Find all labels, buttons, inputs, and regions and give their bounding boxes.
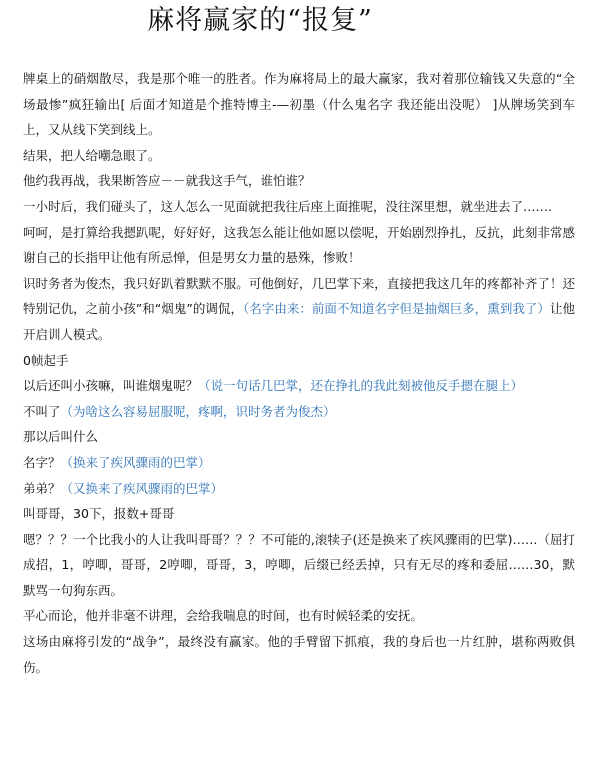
paragraph-note: （换来了疾风骤雨的巴掌）: [60, 454, 211, 470]
paragraph: [23, 348, 575, 374]
paragraph: [23, 66, 575, 143]
paragraph: [23, 194, 575, 220]
paragraph-text: 弟弟？: [23, 480, 61, 496]
paragraph-text: 名字？: [23, 454, 61, 470]
paragraph: [23, 143, 575, 169]
paragraph: [23, 501, 575, 527]
paragraph: [23, 603, 575, 629]
paragraph: [23, 399, 575, 425]
paragraph-text: 嗯？？？一个比我小的人让我叫哥哥？？？不可能的,滚犊子(还是换来了疾风骤雨的巴掌)……（屈打成招，1，哼唧，哥哥，2哼唧，哥哥，3，哼唧，后缀已经丢掉，只有无尽的疼和委屈……30，默默骂一句狗东西。: [23, 531, 575, 598]
paragraph-text: 这场由麻将引发的“战争”，最终没有赢家。他的手臂留下抓痕，我的身后也一片红肿，堪称两败俱伤。: [23, 634, 575, 675]
paragraph-text: 平心而论，他并非毫不讲理，会给我喘息的时间，也有时候轻柔的安抚。: [23, 608, 424, 624]
paragraph-note: （名字由来：前面不知道名字但是抽烟巨多，熏到我了）: [242, 301, 550, 317]
paragraph: [23, 271, 575, 348]
paragraph: [23, 450, 575, 476]
paragraph-text: 呵呵，是打算给我摁趴呢，好好好，这我怎么能让他如愿以偿呢，开始剧烈挣扎，反抗，此刻非常感谢自己的长指甲让他有所忌惮，但是男女力量的悬殊，惨败！: [23, 224, 575, 266]
paragraph-text: 不叫了: [23, 403, 61, 419]
paragraph-text: 一小时后，我们碰头了，这人怎么一见面就把我往后座上面推呢，没往深里想，就坐进去了…….: [23, 198, 552, 214]
paragraph: [23, 424, 575, 450]
paragraph: [23, 168, 575, 194]
paragraph-text: 那以后叫什么: [23, 429, 99, 445]
paragraph-note: （又换来了疾风骤雨的巴掌）: [60, 480, 224, 496]
paragraph: [23, 476, 575, 502]
paragraph-text: 他约我再战，我果断答应－－就我这手气，谁怕谁？: [23, 173, 311, 189]
paragraph-text-after: 让他开启训人模式。: [23, 301, 575, 342]
paragraph-note: （说一句话几巴掌，还在挣扎的我此刻被他反手摁在腿上）: [198, 378, 524, 394]
paragraph: [23, 220, 575, 271]
paragraph-text: 0帧起手: [23, 352, 69, 368]
paragraph-text: 以后还叫小孩嘛，叫谁烟鬼呢？: [23, 378, 199, 394]
paragraph-text: 结果，把人给嘲急眼了。: [23, 147, 161, 163]
document-title: 麻将赢家的“报复”: [147, 5, 373, 36]
paragraph: [23, 527, 575, 604]
paragraph-note: （为啥这么容易屈服呢，疼啊，识时务者为俊杰）: [60, 403, 336, 419]
paragraph-text: 牌桌上的硝烟散尽，我是那个唯一的胜者。作为麻将局上的最大赢家，我对着那位输钱又失意的“全场最惨”疯狂输出[ 后面才知道是个推特博主-—初墨（什么鬼名字 我还能出没呢） ]从牌场笑到车上，又从线下笑到线上。: [23, 71, 575, 138]
paragraph: [23, 629, 575, 680]
paragraph-text: 识时务者为俊杰，我只好趴着默默不服。可他倒好，几巴掌下来，直接把我这几年的疼都补齐了！还特别记仇，之前小孩”和“烟鬼”的调侃，: [23, 275, 575, 317]
document-body: [23, 66, 575, 680]
paragraph: [23, 373, 575, 399]
paragraph-text: 叫哥哥，30下，报数+哥哥: [23, 506, 175, 522]
